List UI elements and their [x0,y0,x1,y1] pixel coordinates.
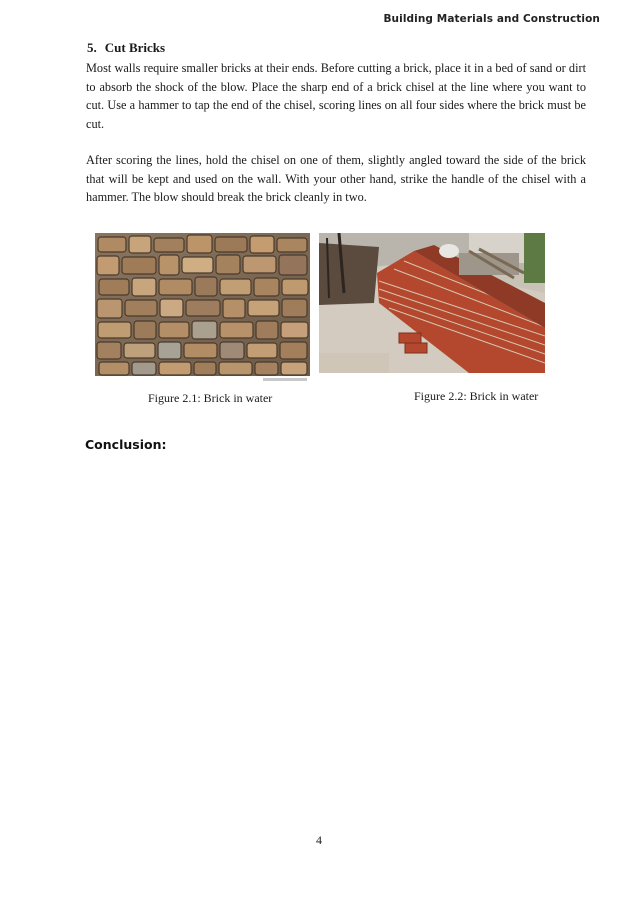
figure-2-2-caption: Figure 2.2: Brick in water [414,389,539,403]
section-title: Cut Bricks [104,40,166,55]
figure-brick-construction-image [319,233,545,373]
section-heading [87,40,586,56]
section-number: 5. [87,40,97,55]
section-cut-bricks [86,40,586,207]
figure-stone-wall-image [95,233,310,385]
conclusion-heading: Conclusion: [85,437,167,452]
running-header: Building Materials and Construction [383,13,600,25]
paragraph-1: Most walls require smaller bricks at their ends. Before cutting a brick, place it in a bed of sand or dirt to absorb the shock of the blow. Place the sharp end of a brick chisel at the line where you want to cut. Use a hammer to tap the end of the chisel, scoring lines on all four sides where the brick must be cut. [86,61,586,131]
figure-2-1-caption: Figure 2.1: Brick in water [148,391,273,405]
page-number: 4 [316,833,322,847]
paragraph-2: After scoring the lines, hold the chisel on one of them, slightly angled toward the side of the brick that will be kept and used on the wall. With your other hand, strike the handle of the chisel with a hammer. The blow should break the brick cleanly in two. [86,153,586,204]
